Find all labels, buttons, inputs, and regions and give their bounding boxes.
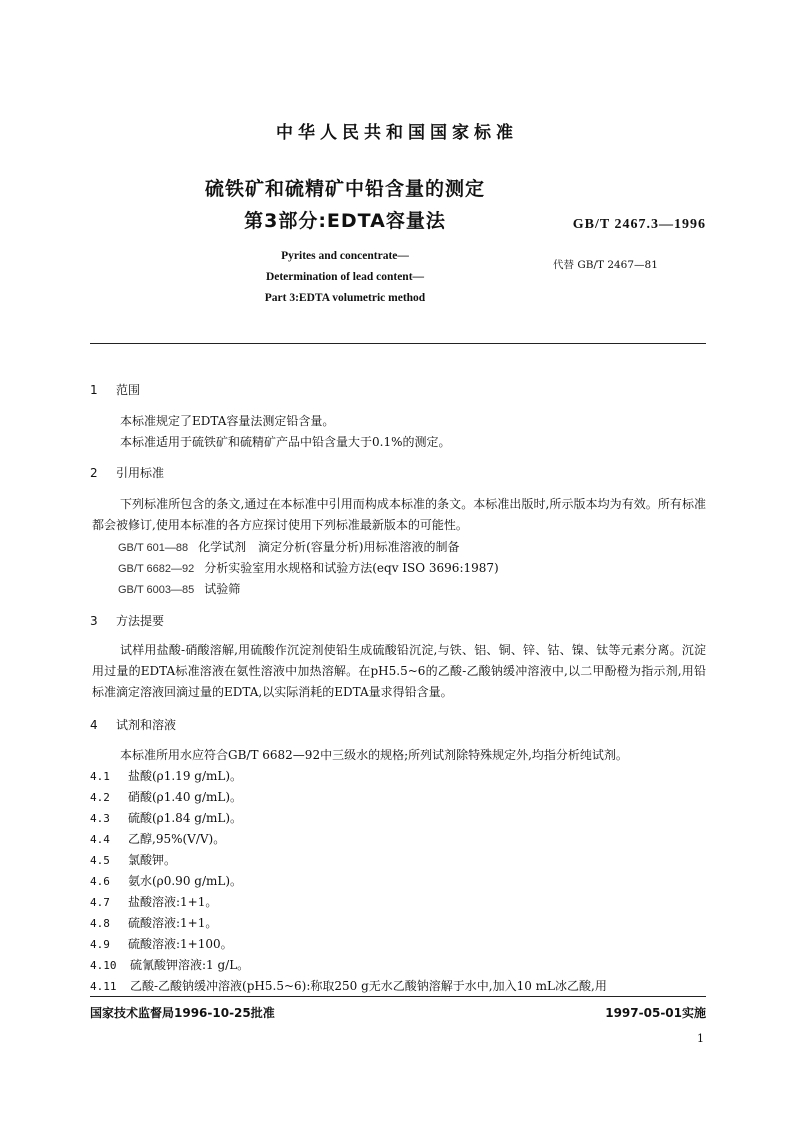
section-2-heading xyxy=(90,464,164,481)
section-1-heading xyxy=(90,381,140,398)
section-2-para-1: 下列标准所包含的条文,通过在本标准中引用而构成本标准的条文。本标准出版时,所示版本均为有效。所有标准都会被修订,使用本标准的各方应探讨使用下列标准最新版本的可能性。 xyxy=(92,497,706,532)
reference-code: GB/T 601—88 xyxy=(118,542,189,554)
reagent-text: 乙醇,95%(V/V)。 xyxy=(128,832,226,846)
section-2-number: 2 xyxy=(90,466,98,480)
reagent-text: 乙酸-乙酸钠缓冲溶液(pH5.5~6):称取250 g无水乙酸钠溶解于水中,加入10 mL冰乙酸,用 xyxy=(130,979,607,993)
effective-date: 1997-05-01实施 xyxy=(605,1006,706,1020)
reagent-text: 盐酸(ρ1.19 g/mL)。 xyxy=(128,769,243,783)
reference-text: 化学试剂 滴定分析(容量分析)用标准溶液的制备 xyxy=(198,540,460,554)
reagent-item xyxy=(90,809,242,826)
reagent-text: 硫酸(ρ1.84 g/mL)。 xyxy=(128,811,243,825)
section-4-number: 4 xyxy=(90,718,98,732)
reagent-label: 4.11 xyxy=(90,980,117,993)
reagent-text: 硫酸溶液:1+1。 xyxy=(128,916,218,930)
reagent-label: 4.9 xyxy=(90,938,110,951)
reagent-text: 硫酸溶液:1+100。 xyxy=(128,937,233,951)
reference-code: GB/T 6003—85 xyxy=(118,584,195,596)
reagent-text: 氨水(ρ0.90 g/mL)。 xyxy=(128,874,243,888)
standard-code xyxy=(573,216,706,233)
reference-text: 分析实验室用水规格和试验方法(eqv ISO 3696:1987) xyxy=(204,561,499,575)
reagent-item xyxy=(90,977,607,994)
section-1-para-2: 本标准适用于硫铁矿和硫精矿产品中铅含量大于0.1%的测定。 xyxy=(120,435,451,449)
reagent-item xyxy=(90,788,242,805)
section-4-heading xyxy=(90,716,176,733)
section-3-para-1: 试样用盐酸-硝酸溶解,用硫酸作沉淀剂使铅生成硫酸铅沉淀,与铁、铝、铜、锌、钴、镍、钛等元素分离。沉淀用过量的EDTA标准溶液在氨性溶液中加热溶解。在pH5.5~6的乙酸-乙酸钠缓冲溶液中,以二甲酚橙为指示剂,用铅标准滴定溶液回滴过量的EDTA,以实际消耗的EDTA量求得铅含量。 xyxy=(92,643,706,699)
reagent-label: 4.3 xyxy=(90,812,110,825)
footer-divider xyxy=(90,996,706,997)
reagent-text: 硫氰酸钾溶液:1 g/L。 xyxy=(130,958,250,972)
section-3-number: 3 xyxy=(90,614,98,628)
reagent-item xyxy=(90,767,242,784)
reagent-item xyxy=(90,830,225,847)
national-standard-title: 中华人民共和国国家标准 xyxy=(276,123,518,143)
title-cn-line2: 第3部分:EDTA容量法 xyxy=(244,210,446,232)
reference-code: GB/T 6682—92 xyxy=(118,563,195,575)
section-4-para-1: 本标准所用水应符合GB/T 6682—92中三级水的规格;所列试剂除特殊规定外,均指分析纯试剂。 xyxy=(120,748,628,762)
reagent-text: 硝酸(ρ1.40 g/mL)。 xyxy=(128,790,243,804)
reagent-item xyxy=(90,914,217,931)
section-3-title: 方法提要 xyxy=(116,614,165,628)
reagent-text: 氯酸钾。 xyxy=(128,853,177,867)
section-4-title: 试剂和溶液 xyxy=(116,718,177,732)
reagent-label: 4.8 xyxy=(90,917,110,930)
reagent-label: 4.5 xyxy=(90,854,110,867)
reagent-label: 4.4 xyxy=(90,833,110,846)
section-1-para-1: 本标准规定了EDTA容量法测定铅含量。 xyxy=(120,414,335,428)
title-cn-line1: 硫铁矿和硫精矿中铅含量的测定 xyxy=(204,178,485,200)
page-number: 1 xyxy=(697,1032,704,1045)
reagent-text: 盐酸溶液:1+1。 xyxy=(128,895,218,909)
reagent-item xyxy=(90,935,233,952)
title-en-line3: Part 3:EDTA volumetric method xyxy=(264,292,426,304)
reagent-label: 4.10 xyxy=(90,959,117,972)
reagent-item xyxy=(90,872,242,889)
section-3-heading xyxy=(90,612,164,629)
title-en-line1: Pyrites and concentrate— xyxy=(281,250,409,262)
reference-item xyxy=(118,580,240,597)
reagent-item xyxy=(90,893,217,910)
replaces-standard: 代替 GB/T 2467—81 xyxy=(553,259,658,271)
reference-text: 试验筛 xyxy=(204,582,241,596)
reference-item xyxy=(118,559,499,576)
standard-code-text: GB/T 2467.3—1996 xyxy=(572,217,706,232)
approval-date: 国家技术监督局1996-10-25批准 xyxy=(90,1006,275,1020)
reagent-label: 4.7 xyxy=(90,896,110,909)
reagent-label: 4.1 xyxy=(90,770,110,783)
header-divider xyxy=(90,343,706,344)
title-en-line2: Determination of lead content— xyxy=(265,271,425,283)
section-1-title: 范围 xyxy=(116,383,141,397)
reagent-label: 4.6 xyxy=(90,875,110,888)
reference-item xyxy=(118,538,460,555)
section-2-title: 引用标准 xyxy=(116,466,165,480)
reagent-item xyxy=(90,851,176,868)
reagent-label: 4.2 xyxy=(90,791,110,804)
reagent-item xyxy=(90,956,249,973)
section-1-number: 1 xyxy=(90,383,98,397)
